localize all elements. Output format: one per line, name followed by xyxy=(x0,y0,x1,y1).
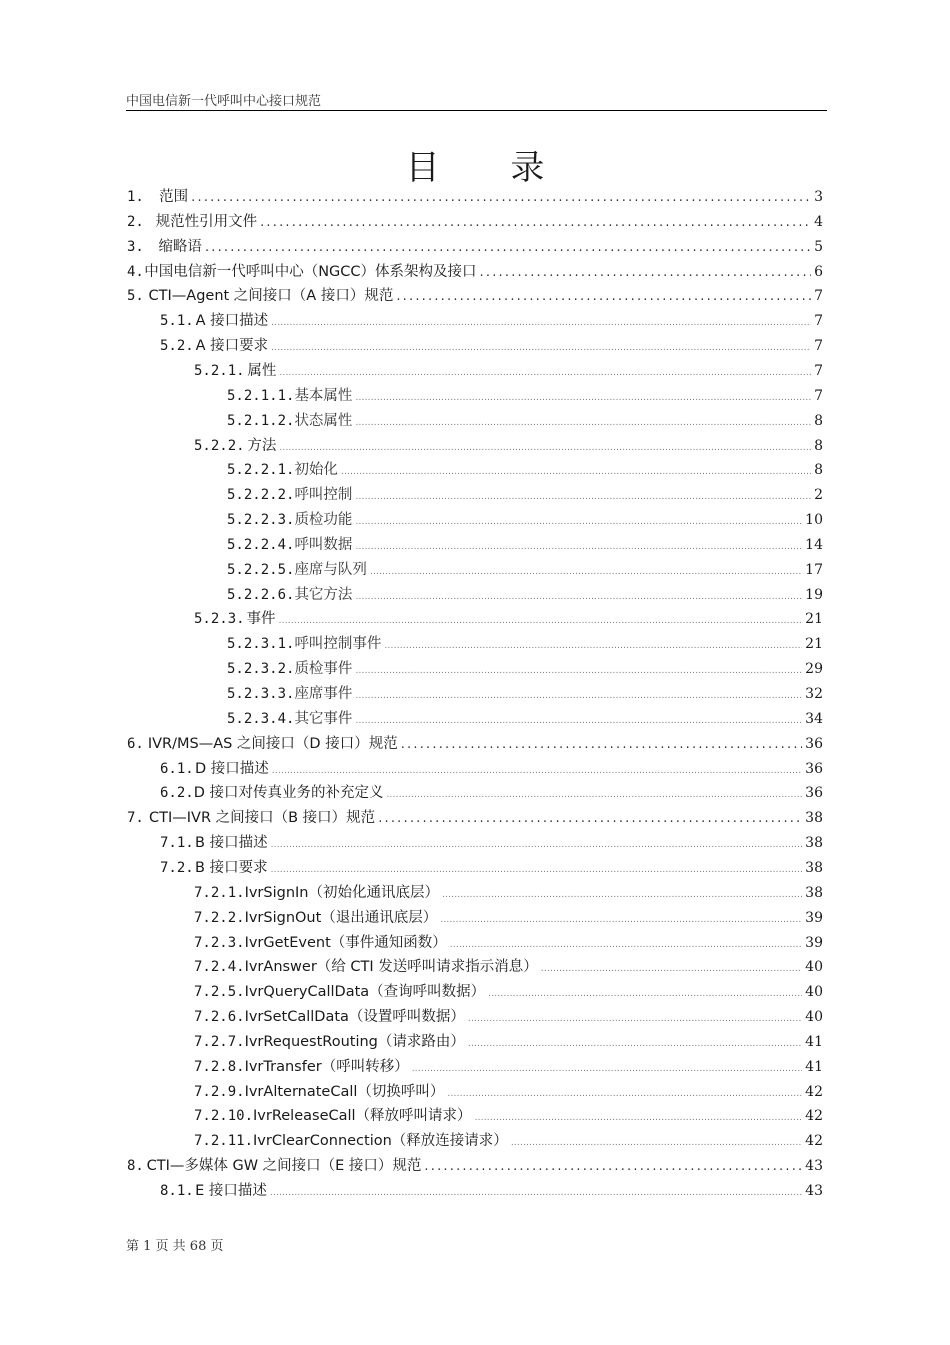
toc-entry[interactable] xyxy=(227,707,823,732)
toc-leader-dots xyxy=(442,881,802,908)
toc-entry-number: 7.2.1. xyxy=(194,884,245,901)
toc-entry-page: 42 xyxy=(805,1083,823,1100)
toc-entry-page: 8 xyxy=(814,412,823,429)
toc-entry[interactable] xyxy=(194,955,823,980)
toc-entry[interactable] xyxy=(194,906,823,931)
toc-entry-label: 呼叫控制事件 xyxy=(294,636,382,653)
toc-entry-number: 7.2.3. xyxy=(194,934,245,951)
toc-entry-page: 43 xyxy=(805,1158,823,1175)
toc-leader-dots xyxy=(205,235,811,260)
toc-entry-page: 7 xyxy=(814,387,823,404)
toc-entry-label: CTI—多媒体 GW 之间接口（E 接口）规范 xyxy=(146,1158,422,1175)
toc-entry[interactable] xyxy=(194,607,823,632)
toc-leader-dots xyxy=(271,334,811,361)
toc-entry-number: 5.2.2.5. xyxy=(227,561,295,578)
toc-entry[interactable] xyxy=(160,831,823,856)
toc-leader-dots xyxy=(475,1104,803,1131)
toc-leader-dots xyxy=(387,781,803,808)
toc-entry-number: 5.2.2.2. xyxy=(227,487,295,504)
toc-entry-page: 2 xyxy=(814,487,823,504)
toc-entry-page: 17 xyxy=(805,561,823,578)
toc-entry-label: 状态属性 xyxy=(294,412,353,429)
toc-entry-page: 36 xyxy=(805,760,823,777)
toc-entry-number: 5.2.2. xyxy=(194,437,245,454)
toc-entry-label: IvrRequestRouting（请求路由） xyxy=(244,1033,465,1050)
toc-entry-page: 38 xyxy=(805,810,823,827)
toc-entry-page: 21 xyxy=(805,636,823,653)
toc-entry[interactable] xyxy=(194,1080,823,1105)
toc-entry-label: IvrSetCallData（设置呼叫数据） xyxy=(244,1009,465,1026)
toc-entry-label: IvrAnswer（给 CTI 发送呼叫请求指示消息） xyxy=(244,959,538,976)
toc-entry-page: 39 xyxy=(805,934,823,951)
toc-entry-number: 7.1. xyxy=(160,835,194,852)
toc-entry-number: 1. xyxy=(127,189,144,205)
toc-entry-page: 38 xyxy=(805,859,823,876)
toc-entry-label: D 接口对传真业务的补充定义 xyxy=(193,785,384,802)
toc-entry-page: 21 xyxy=(805,611,823,628)
toc-entry-label: 呼叫控制 xyxy=(294,487,353,504)
toc-leader-dots xyxy=(384,632,802,659)
toc-entry-page: 40 xyxy=(805,984,823,1001)
toc-entry-page: 7 xyxy=(814,362,823,379)
toc-leader-dots xyxy=(396,284,811,309)
toc-leader-dots xyxy=(450,931,802,958)
toc-entry[interactable] xyxy=(127,235,823,260)
toc-leader-dots xyxy=(279,359,811,386)
toc-entry-page: 10 xyxy=(805,512,823,529)
toc-entry-number: 5.2.3.4. xyxy=(227,710,295,727)
toc-entry-number: 7.2.4. xyxy=(194,959,245,976)
toc-leader-dots xyxy=(355,657,802,684)
toc-leader-dots xyxy=(355,483,811,510)
header-rule xyxy=(126,110,827,111)
toc-entry-number: 8. xyxy=(127,1158,144,1175)
toc-entry-label: 其它方法 xyxy=(294,586,353,603)
toc-entry[interactable] xyxy=(194,1104,823,1129)
toc-entry-number: 7.2.10. xyxy=(194,1108,254,1125)
toc-entry[interactable] xyxy=(160,781,823,806)
toc-entry-number: 5.2.1.2. xyxy=(227,412,295,429)
toc-entry-page: 42 xyxy=(805,1133,823,1150)
toc-title: 目 录 xyxy=(405,148,575,188)
toc-leader-dots xyxy=(412,1055,802,1082)
toc-entry-number: 7.2.9. xyxy=(194,1083,245,1100)
toc-entry-number: 4. xyxy=(127,263,144,280)
toc-entry[interactable] xyxy=(160,1179,823,1204)
toc-entry[interactable] xyxy=(227,458,823,483)
toc-entry-page: 8 xyxy=(814,462,823,479)
toc-entry-label: D 接口描述 xyxy=(194,760,269,777)
toc-entry-page: 38 xyxy=(805,835,823,852)
toc-entry-page: 34 xyxy=(805,710,823,727)
toc-entry[interactable] xyxy=(194,1030,823,1055)
toc-entry-number: 7. xyxy=(127,810,144,827)
toc-entry-label: B 接口描述 xyxy=(195,835,268,852)
toc-entry[interactable] xyxy=(127,185,823,210)
toc-entry-page: 5 xyxy=(814,238,823,255)
toc-entry-label: 中国电信新一代呼叫中心（NGCC）体系架构及接口 xyxy=(144,263,477,280)
toc-entry[interactable] xyxy=(227,508,823,533)
toc-entry[interactable] xyxy=(227,583,823,608)
toc-entry-number: 6. xyxy=(127,735,144,752)
toc-entry-page: 42 xyxy=(805,1108,823,1125)
toc-entry-label: 规范性引用文件 xyxy=(155,213,258,230)
toc-entry-label: 基本属性 xyxy=(294,387,353,404)
toc-entry-label: IvrReleaseCall（释放呼叫请求） xyxy=(253,1108,472,1125)
toc-entry-number: 5.2.2.3. xyxy=(227,512,295,529)
toc-entry[interactable] xyxy=(227,384,823,409)
toc-leader-dots xyxy=(447,1080,802,1107)
toc-entry[interactable] xyxy=(227,409,823,434)
toc-entry-page: 36 xyxy=(805,785,823,802)
toc-leader-dots xyxy=(355,682,802,709)
toc-leader-dots xyxy=(191,185,811,210)
toc-entry[interactable] xyxy=(227,533,823,558)
toc-entry-label: IVR/MS—AS 之间接口（D 接口）规范 xyxy=(147,735,398,752)
toc-entry[interactable] xyxy=(194,359,823,384)
toc-entry[interactable] xyxy=(194,1005,823,1030)
toc-leader-dots xyxy=(370,558,802,585)
toc-leader-dots xyxy=(401,732,802,757)
toc-leader-dots xyxy=(341,458,811,485)
toc-entry-number: 5.2.3.2. xyxy=(227,661,295,678)
toc-entry-number: 3. xyxy=(127,238,144,255)
toc-entry[interactable] xyxy=(227,682,823,707)
toc-leader-dots xyxy=(271,856,803,883)
toc-leader-dots xyxy=(355,533,802,560)
toc-entry-number: 7.2.2. xyxy=(194,909,245,926)
toc-entry-page: 38 xyxy=(805,884,823,901)
toc-entry-number: 6.2. xyxy=(160,785,194,802)
toc-entry[interactable] xyxy=(127,732,823,757)
toc-entry-number: 8.1. xyxy=(160,1183,194,1199)
toc-entry-number: 5. xyxy=(127,288,144,305)
toc-entry-label: 呼叫数据 xyxy=(294,536,353,553)
page-footer: 第 1 页 共 68 页 xyxy=(126,1239,224,1254)
toc-entry-number: 7.2.11. xyxy=(194,1133,254,1150)
toc-entry[interactable] xyxy=(127,284,823,309)
toc-entry-label: 范围 xyxy=(159,189,189,205)
toc-entry[interactable] xyxy=(227,483,823,508)
toc-entry-number: 5.2.3.1. xyxy=(227,636,295,653)
toc-leader-dots xyxy=(260,210,811,235)
toc-entry-label: IvrSignIn（初始化通讯底层） xyxy=(244,884,439,901)
toc-entry-number: 5.2.3.3. xyxy=(227,686,295,702)
toc-entry-page: 29 xyxy=(805,661,823,678)
toc-entry[interactable] xyxy=(194,931,823,956)
toc-leader-dots xyxy=(355,583,802,610)
toc-entry-page: 39 xyxy=(805,909,823,926)
toc-leader-dots xyxy=(279,607,803,634)
toc-leader-dots xyxy=(355,707,802,734)
toc-entry-number: 5.2.3. xyxy=(194,611,245,628)
toc-entry-label: 其它事件 xyxy=(294,710,353,727)
toc-entry[interactable] xyxy=(127,1154,823,1179)
toc-entry[interactable] xyxy=(194,881,823,906)
toc-entry-page: 41 xyxy=(805,1058,823,1075)
toc-leader-dots xyxy=(440,906,802,933)
toc-entry-label: IvrSignOut（退出通讯底层） xyxy=(244,909,438,926)
toc-entry-label: 事件 xyxy=(246,611,276,628)
toc-entry-label: E 接口描述 xyxy=(195,1183,267,1199)
toc-entry-number: 5.2.2.1. xyxy=(227,462,295,479)
toc-entry[interactable] xyxy=(160,757,823,782)
toc-entry-label: 座席与队列 xyxy=(294,561,367,578)
toc-entry-page: 19 xyxy=(805,586,823,603)
toc-leader-dots xyxy=(378,806,802,831)
toc-entry[interactable] xyxy=(194,980,823,1005)
toc-entry-label: IvrQueryCallData（查询呼叫数据） xyxy=(244,984,486,1001)
toc-entry-number: 7.2. xyxy=(160,859,194,876)
toc-leader-dots xyxy=(468,1030,802,1057)
toc-entry-page: 3 xyxy=(814,189,823,205)
toc-leader-dots xyxy=(468,1005,802,1032)
toc-entry[interactable] xyxy=(227,657,823,682)
toc-entry-label: 方法 xyxy=(247,437,277,454)
toc-leader-dots xyxy=(355,409,811,436)
toc-entry-page: 36 xyxy=(805,735,823,752)
toc-leader-dots xyxy=(424,1154,802,1179)
toc-entry-page: 14 xyxy=(805,536,823,553)
toc-leader-dots xyxy=(272,757,802,784)
toc-entry[interactable] xyxy=(194,434,823,459)
toc-entry[interactable] xyxy=(127,806,823,831)
toc-entry[interactable] xyxy=(127,210,823,235)
toc-entry-label: A 接口要求 xyxy=(195,338,269,355)
toc-entry-number: 7.2.8. xyxy=(194,1058,245,1075)
toc-leader-dots xyxy=(279,434,811,461)
toc-entry-label: B 接口要求 xyxy=(195,859,268,876)
toc-entry-label: A 接口描述 xyxy=(195,313,269,330)
toc-entry-label: 质检功能 xyxy=(294,512,353,529)
toc-entry[interactable] xyxy=(160,309,823,334)
toc-leader-dots xyxy=(511,1129,802,1156)
toc-entry-number: 6.1. xyxy=(160,760,194,777)
toc-entry-page: 4 xyxy=(814,213,823,230)
toc-entry-number: 2. xyxy=(127,213,144,230)
toc-entry-page: 7 xyxy=(814,313,823,330)
toc-entry-label: IvrTransfer（呼叫转移） xyxy=(244,1058,409,1075)
toc-entry-label: CTI—Agent 之间接口（A 接口）规范 xyxy=(148,288,394,305)
toc-entry-number: 5.2.2.4. xyxy=(227,536,295,553)
toc-entry-label: 缩略语 xyxy=(158,238,202,255)
toc-entry-label: 初始化 xyxy=(294,462,338,479)
toc-entry-label: CTI—IVR 之间接口（B 接口）规范 xyxy=(148,810,376,827)
toc-entry[interactable] xyxy=(194,1055,823,1080)
toc-entry-label: IvrAlternateCall（切换呼叫） xyxy=(244,1083,445,1100)
toc-entry-page: 40 xyxy=(805,1009,823,1026)
toc-entry-label: 质检事件 xyxy=(294,661,353,678)
toc-leader-dots xyxy=(270,1179,802,1206)
toc-entry-page: 32 xyxy=(805,686,823,702)
toc-entry-number: 5.2.1. xyxy=(194,362,245,379)
toc-entry-label: IvrClearConnection（释放连接请求） xyxy=(253,1133,508,1150)
toc-entry-number: 7.2.5. xyxy=(194,984,245,1001)
toc-entry-label: 属性 xyxy=(247,362,277,379)
toc-entry[interactable] xyxy=(127,260,823,285)
toc-leader-dots xyxy=(355,508,802,535)
toc-leader-dots xyxy=(488,980,802,1007)
toc-entry-number: 5.1. xyxy=(160,313,194,330)
toc-entry-number: 7.2.6. xyxy=(194,1009,245,1026)
toc-entry-number: 7.2.7. xyxy=(194,1033,245,1050)
toc-entry-page: 8 xyxy=(814,437,823,454)
toc-entry-number: 5.2.1.1. xyxy=(227,387,295,404)
toc-leader-dots xyxy=(480,260,812,285)
toc-entry-number: 5.2.2.6. xyxy=(227,586,295,603)
toc-leader-dots xyxy=(271,309,811,336)
toc-entry[interactable] xyxy=(194,1129,823,1154)
toc-leader-dots xyxy=(355,384,811,411)
toc-entry-page: 7 xyxy=(814,338,823,355)
toc-entry-label: IvrGetEvent（事件通知函数） xyxy=(244,934,447,951)
toc-entry-number: 5.2. xyxy=(160,338,194,355)
toc-entry[interactable] xyxy=(160,856,823,881)
toc-entry-page: 40 xyxy=(805,959,823,976)
toc-entry[interactable] xyxy=(160,334,823,359)
toc-entry[interactable] xyxy=(227,632,823,657)
toc-entry-page: 6 xyxy=(814,263,823,280)
page-header: 中国电信新一代呼叫中心接口规范 xyxy=(126,94,322,109)
toc-entry-page: 41 xyxy=(805,1033,823,1050)
toc-entry-page: 43 xyxy=(805,1183,823,1199)
toc-entry-label: 座席事件 xyxy=(294,686,353,702)
toc-entry[interactable] xyxy=(227,558,823,583)
toc-leader-dots xyxy=(541,955,802,982)
toc-leader-dots xyxy=(271,831,803,858)
toc-entry-page: 7 xyxy=(814,288,823,305)
